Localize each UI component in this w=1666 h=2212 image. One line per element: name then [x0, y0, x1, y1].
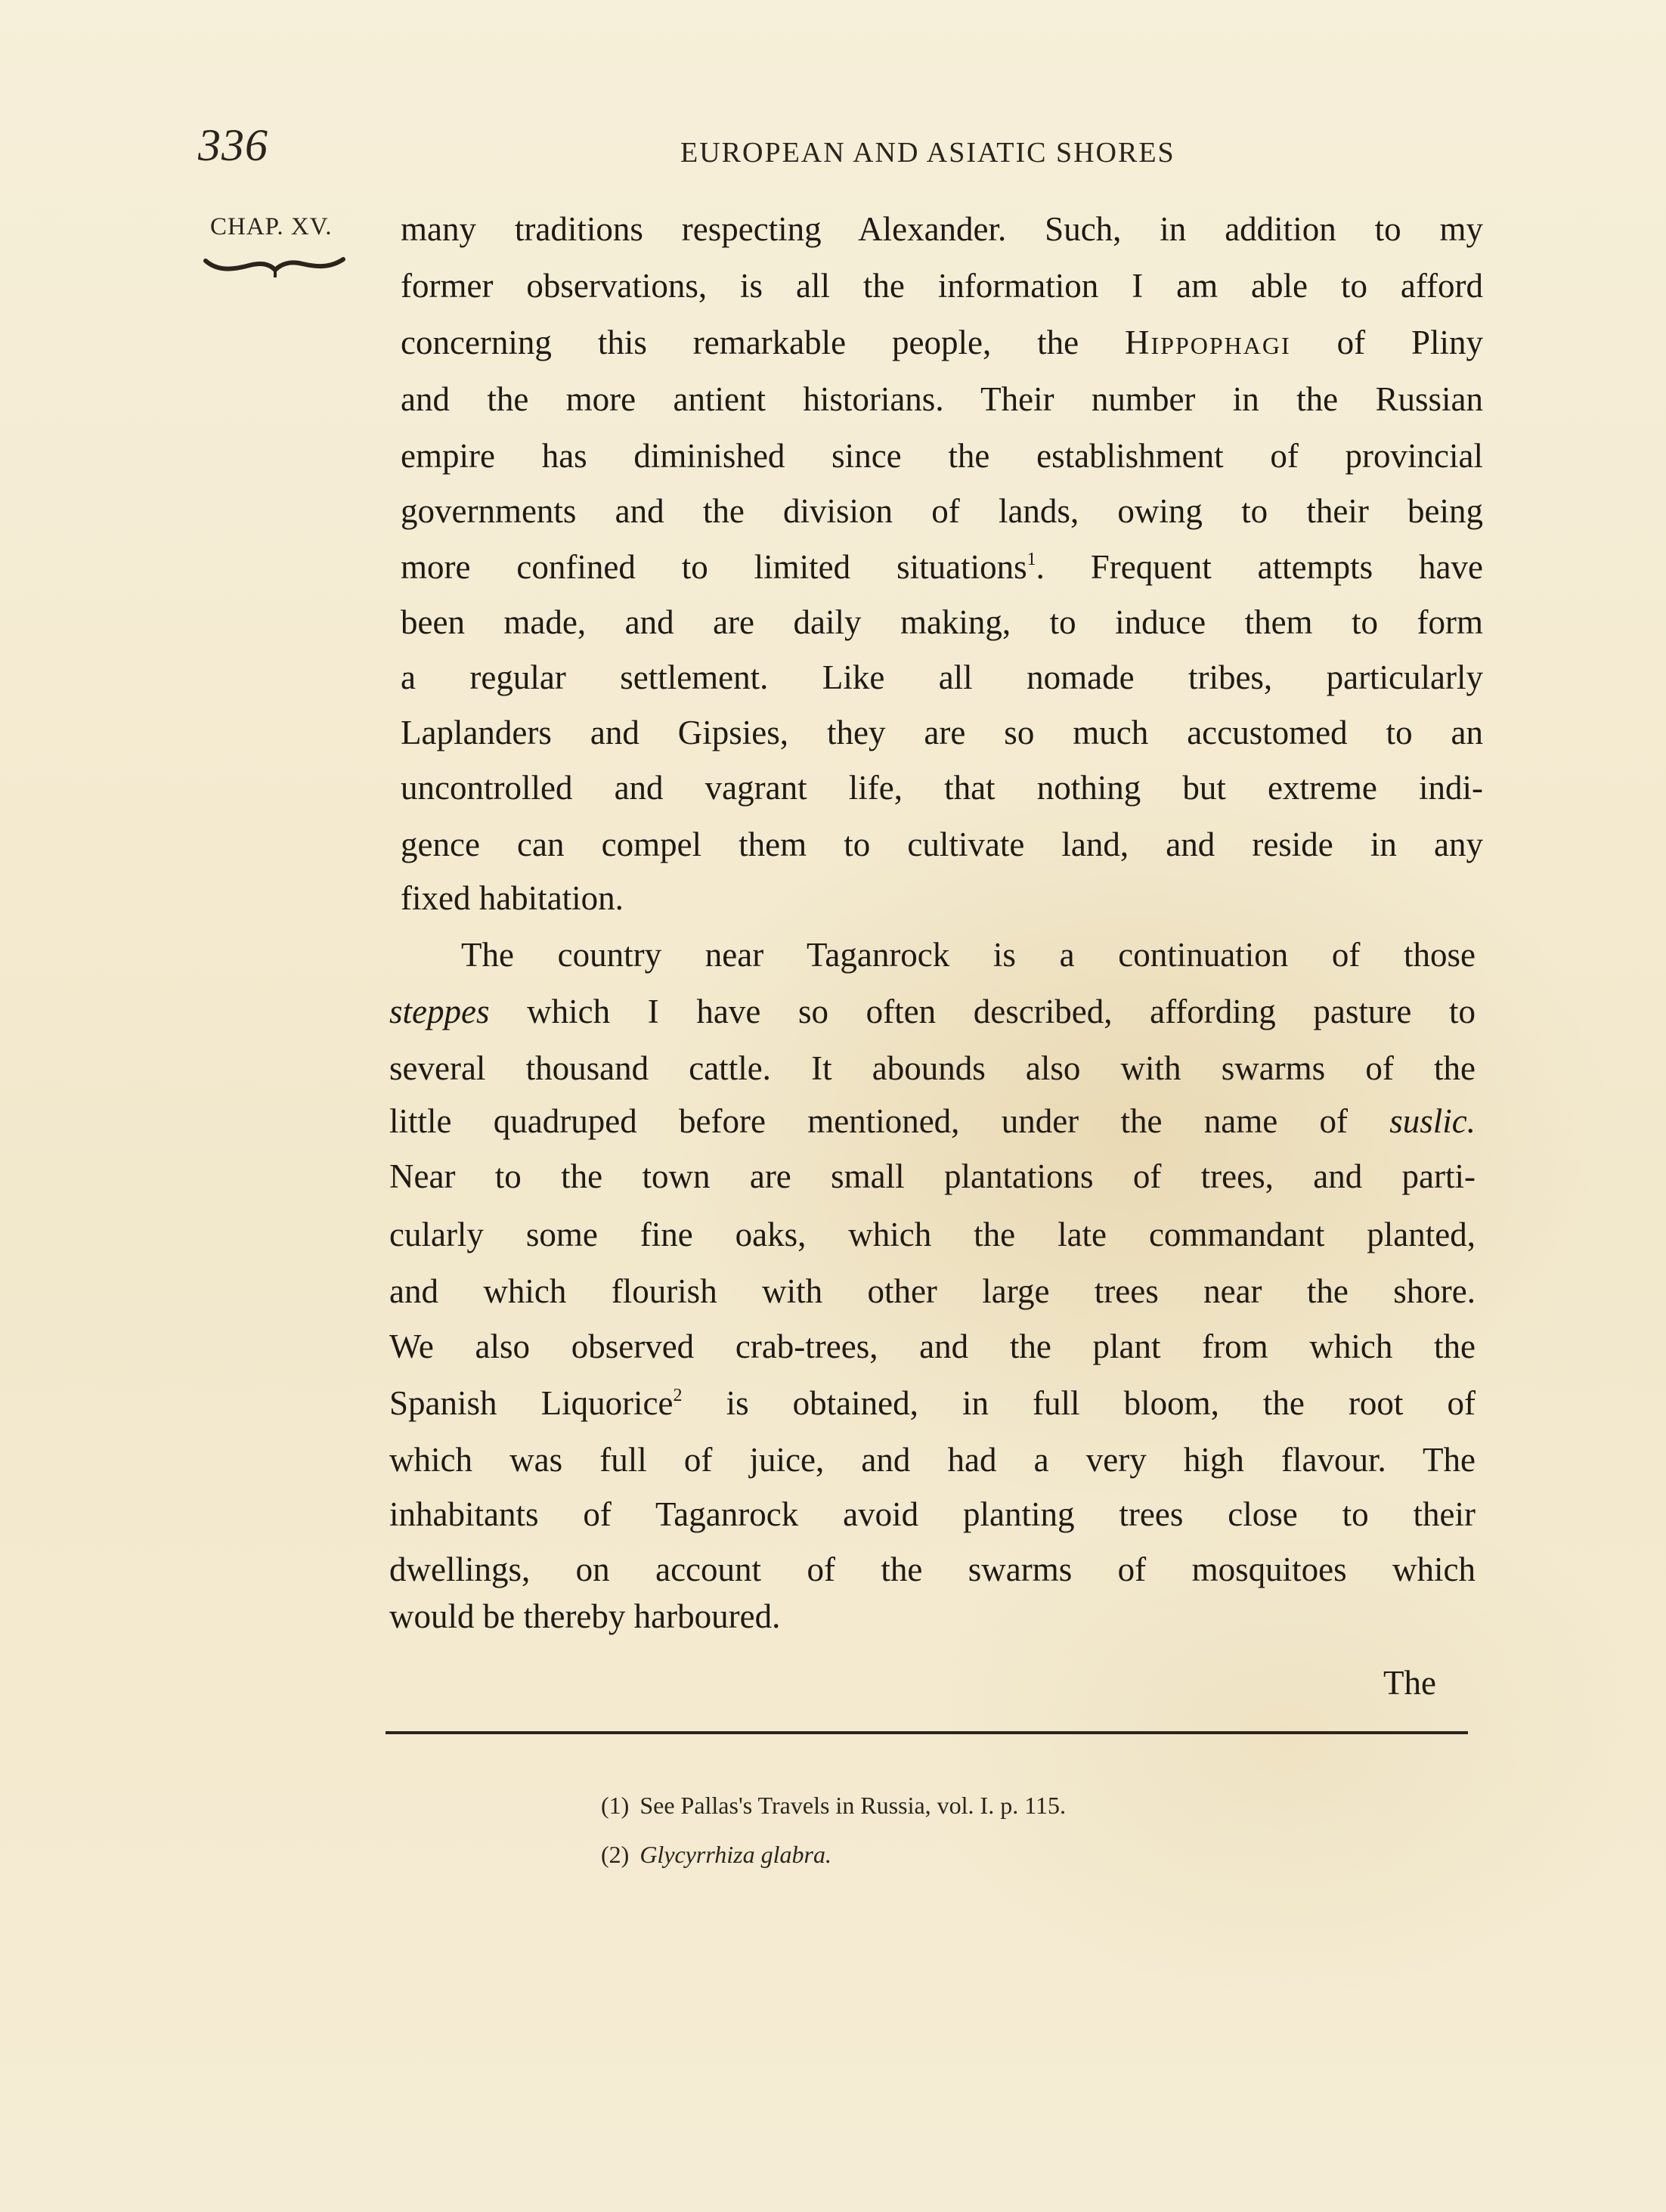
hippophagi-term: Hippophagi — [1125, 324, 1291, 361]
text-line: a regular settlement. Like all nomade tribes, particularly — [401, 658, 1483, 696]
text-line: steppes which I have so often described, affording pasture to — [389, 993, 1476, 1030]
text-line: would be thereby harboured. — [389, 1597, 781, 1635]
footnote — [601, 1790, 1066, 1820]
text-line: Near to the town are small plantations of trees, and parti- — [389, 1157, 1476, 1195]
footnote-ref: 1 — [1027, 550, 1036, 569]
suslic-term: suslic. — [1389, 1102, 1476, 1140]
text-line: and which flourish with other large trees near the shore. — [389, 1272, 1476, 1310]
catchword: The — [1383, 1664, 1436, 1702]
text-line: many traditions respecting Alexander. Such, in addition to my — [401, 210, 1483, 248]
text-line: several thousand cattle. It abounds also with swarms of the — [389, 1049, 1476, 1087]
running-head: EUROPEAN AND ASIATIC SHORES — [680, 137, 1175, 169]
text-line: We also observed crab-trees, and the plant from which the — [389, 1328, 1476, 1365]
text-line: and the more antient historians. Their number in the Russian — [401, 380, 1483, 418]
footnote-marker: (1) — [601, 1792, 630, 1819]
footnote-ref: 2 — [673, 1386, 683, 1405]
text-line: cularly some fine oaks, which the late commandant planted, — [389, 1216, 1476, 1253]
steppes-term: steppes — [389, 993, 490, 1030]
text-line: fixed habitation. — [401, 879, 624, 917]
text-line: concerning this remarkable people, the Hippophagi of Pliny — [401, 324, 1484, 361]
page-number: 336 — [198, 120, 268, 170]
chapter-label: CHAP. XV. — [210, 213, 333, 240]
text-line: which was full of juice, and had a very high flavour. The — [389, 1441, 1476, 1479]
text-line: Spanish Liquorice$^2$ is obtained, in full bloom, the root of — [389, 1384, 1476, 1422]
text-line: little quadruped before mentioned, under the name of suslic. — [389, 1102, 1476, 1140]
text-line: been made, and are daily making, to induce them to form — [401, 603, 1483, 641]
text-line: The country near Taganrock is a continuation of those — [461, 936, 1476, 974]
text-line: governments and the division of lands, owing to their being — [401, 492, 1483, 530]
footnote-rule — [386, 1731, 1468, 1734]
text-line: dwellings, on account of the swarms of mosquitoes which — [389, 1551, 1476, 1588]
text-line: empire has diminished since the establishment of provincial — [401, 437, 1483, 475]
footnote-text: See Pallas's Travels in Russia, vol. I. p. 115. — [639, 1792, 1067, 1819]
footnote — [601, 1839, 831, 1870]
text-line: former observations, is all the information I am able to afford — [401, 267, 1483, 305]
text-line: Laplanders and Gipsies, they are so much accustomed to an — [401, 714, 1483, 751]
footnote-marker: (2) — [601, 1841, 630, 1868]
footnote-text: Glycyrrhiza glabra. — [639, 1841, 831, 1868]
text-line: inhabitants of Taganrock avoid planting trees close to their — [389, 1495, 1476, 1533]
text-line: more confined to limited situations$^1$. Frequent attempts have — [401, 548, 1483, 586]
text-line: uncontrolled and vagrant life, that nothing but extreme indi- — [401, 769, 1483, 807]
chapter-ornament-icon — [203, 253, 346, 283]
text-line: gence can compel them to cultivate land, and reside in any — [401, 826, 1483, 863]
